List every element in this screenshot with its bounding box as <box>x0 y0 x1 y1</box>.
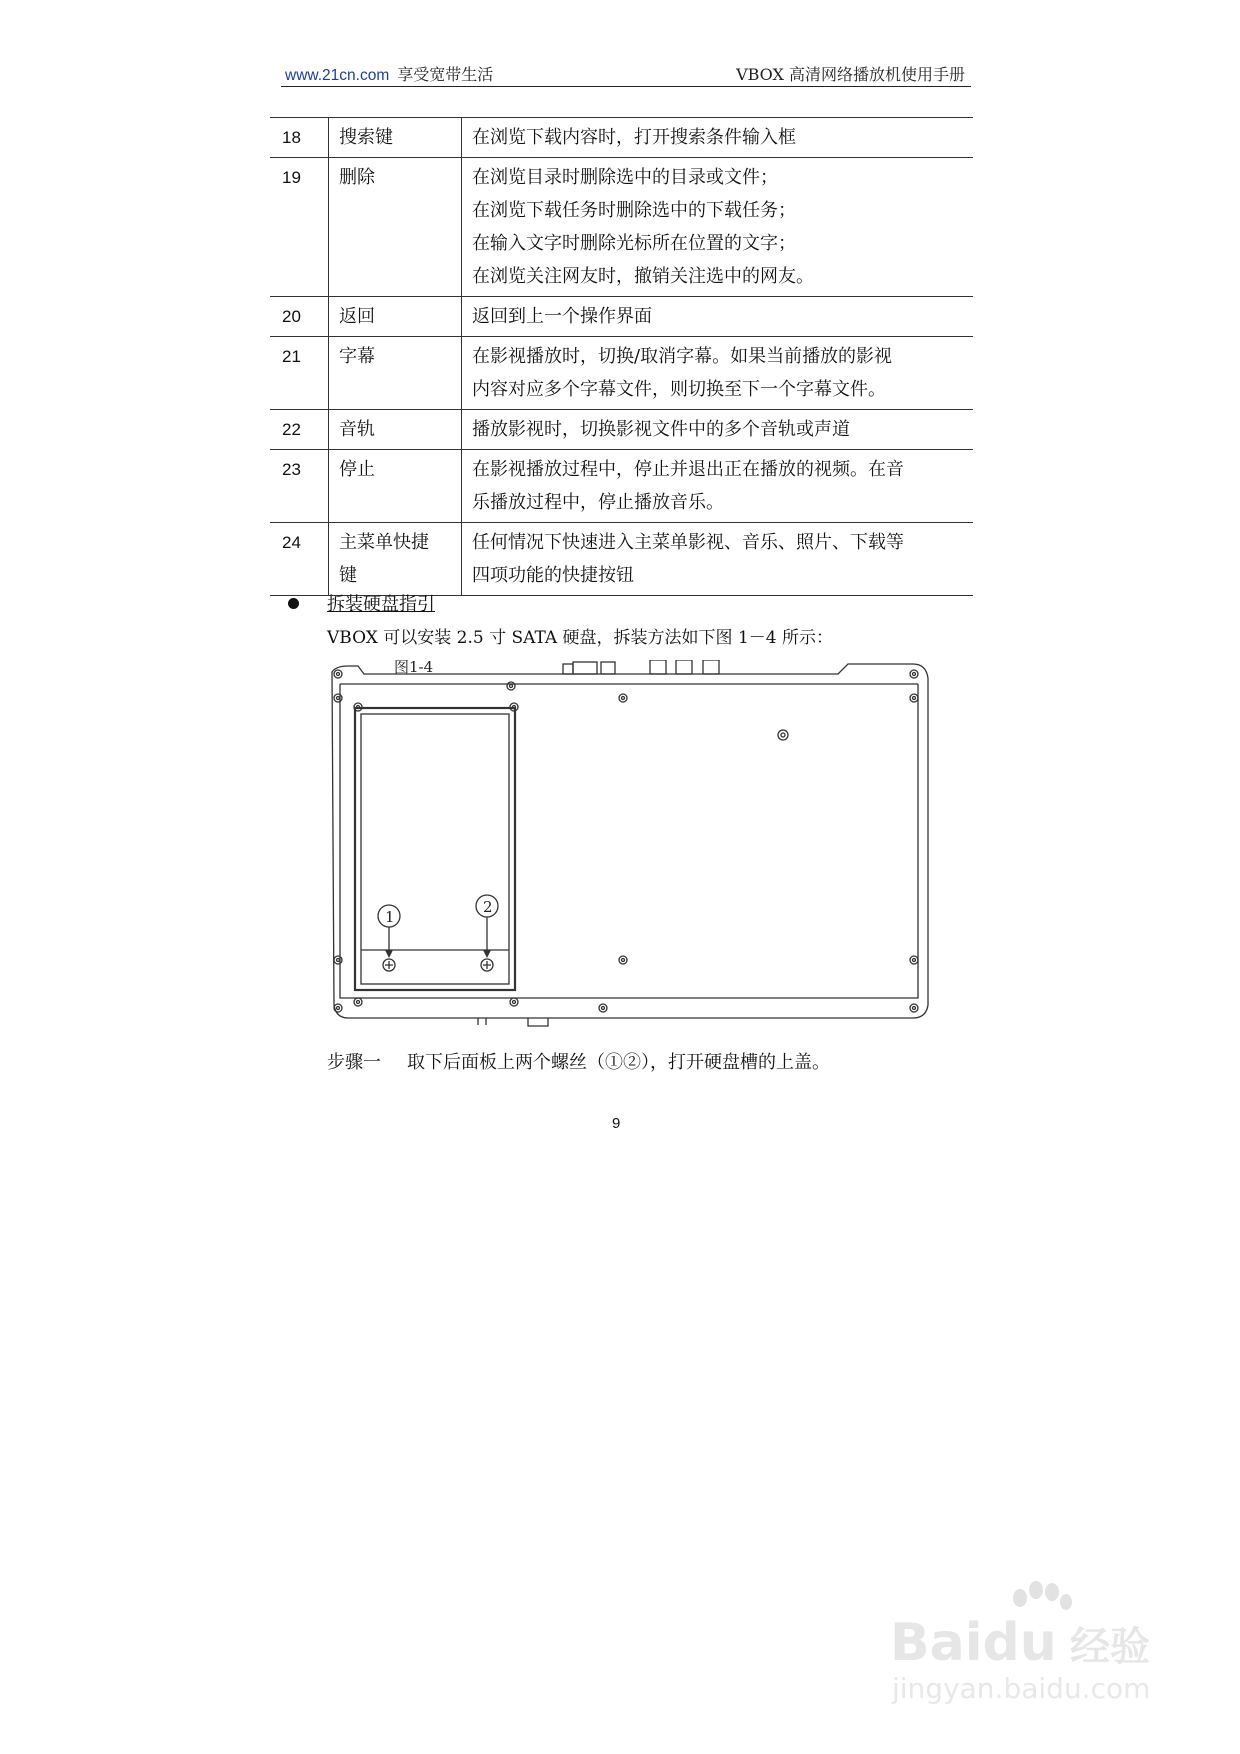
description-line: 播放影视时，切换影视文件中的多个音轨或声道 <box>472 419 850 440</box>
key-number: 24 <box>282 533 301 552</box>
section-title: 拆装硬盘指引 <box>327 594 435 615</box>
key-number: 19 <box>282 168 301 187</box>
marker-2-label: 2 <box>483 898 493 916</box>
figure-1-4-back-panel <box>318 660 938 1030</box>
key-name-line: 删除 <box>339 167 375 188</box>
key-description <box>462 337 974 410</box>
site-tagline: 享受宽带生活 <box>397 65 494 84</box>
marker-1-label: 1 <box>385 908 395 926</box>
table-row <box>270 337 973 410</box>
figure-label: 图1-4 <box>394 660 434 676</box>
page-number: 9 <box>612 1115 621 1132</box>
hdd-tray <box>355 708 515 990</box>
table-row <box>270 450 973 523</box>
page-header <box>281 56 971 87</box>
watermark-product: 经验 <box>1070 1624 1150 1670</box>
key-description <box>462 450 974 523</box>
description-line: 在输入文字时删除光标所在位置的文字； <box>472 233 796 254</box>
key-description <box>462 118 974 158</box>
manual-title: VBOX 高清网络播放机使用手册 <box>736 65 965 84</box>
description-line: 在浏览下载内容时，打开搜索条件输入框 <box>472 127 796 148</box>
key-name <box>329 297 462 337</box>
key-description <box>462 297 974 337</box>
key-description <box>462 158 974 297</box>
key-description <box>462 523 974 596</box>
header-left <box>285 62 493 85</box>
key-name-line: 字幕 <box>339 346 375 367</box>
table-row <box>270 158 973 297</box>
section-intro: VBOX 可以安装 2.5 寸 SATA 硬盘，拆装方法如下图 1－4 所示： <box>327 628 833 648</box>
watermark-brand: Baidu <box>890 1613 1057 1673</box>
bullet-dot <box>288 598 299 609</box>
key-name <box>329 410 462 450</box>
key-name <box>329 523 462 596</box>
description-line: 在浏览目录时删除选中的目录或文件； <box>472 167 778 188</box>
table-row <box>270 410 973 450</box>
description-line: 任何情况下快速进入主菜单影视、音乐、照片、下载等 <box>472 532 904 553</box>
key-number: 23 <box>282 460 301 479</box>
description-line: 四项功能的快捷按钮 <box>472 565 634 586</box>
description-line: 在浏览下载任务时删除选中的下载任务； <box>472 200 796 221</box>
key-name <box>329 118 462 158</box>
key-name-line: 搜索键 <box>339 127 393 148</box>
baidu-watermark <box>880 1570 1200 1710</box>
caption-text: 取下后面板上两个螺丝（①②），打开硬盘槽的上盖。 <box>407 1052 830 1073</box>
chassis-outline <box>332 664 928 1018</box>
key-name <box>329 337 462 410</box>
key-number: 22 <box>282 420 301 439</box>
description-line: 在影视播放时，切换/取消字幕。如果当前播放的影视 <box>472 346 893 367</box>
key-name-line: 主菜单快捷 <box>339 532 429 553</box>
description-line: 在影视播放过程中，停止并退出正在播放的视频。在音 <box>472 459 904 480</box>
description-line: 在浏览关注网友时，撤销关注选中的网友。 <box>472 266 814 287</box>
key-description <box>462 410 974 450</box>
key-number: 20 <box>282 307 301 326</box>
description-line: 内容对应多个字幕文件，则切换至下一个字幕文件。 <box>472 379 886 400</box>
key-name <box>329 158 462 297</box>
figure-caption <box>327 1048 830 1074</box>
description-line: 返回到上一个操作界面 <box>472 306 652 327</box>
table-row <box>270 297 973 337</box>
table-row <box>270 118 973 158</box>
table-row <box>270 523 973 596</box>
watermark-url: jingyan.baidu.com <box>892 1672 1151 1705</box>
site-link[interactable]: www.21cn.com <box>285 67 390 84</box>
key-name-line: 返回 <box>339 306 375 327</box>
description-line: 乐播放过程中，停止播放音乐。 <box>472 492 724 513</box>
key-name-line: 音轨 <box>339 419 375 440</box>
key-number: 18 <box>282 128 301 147</box>
key-name-line: 停止 <box>339 459 375 480</box>
key-number: 21 <box>282 347 301 366</box>
key-function-table <box>270 117 973 596</box>
caption-step: 步骤一 <box>327 1052 381 1073</box>
key-name-line: 键 <box>339 565 357 586</box>
key-name <box>329 450 462 523</box>
